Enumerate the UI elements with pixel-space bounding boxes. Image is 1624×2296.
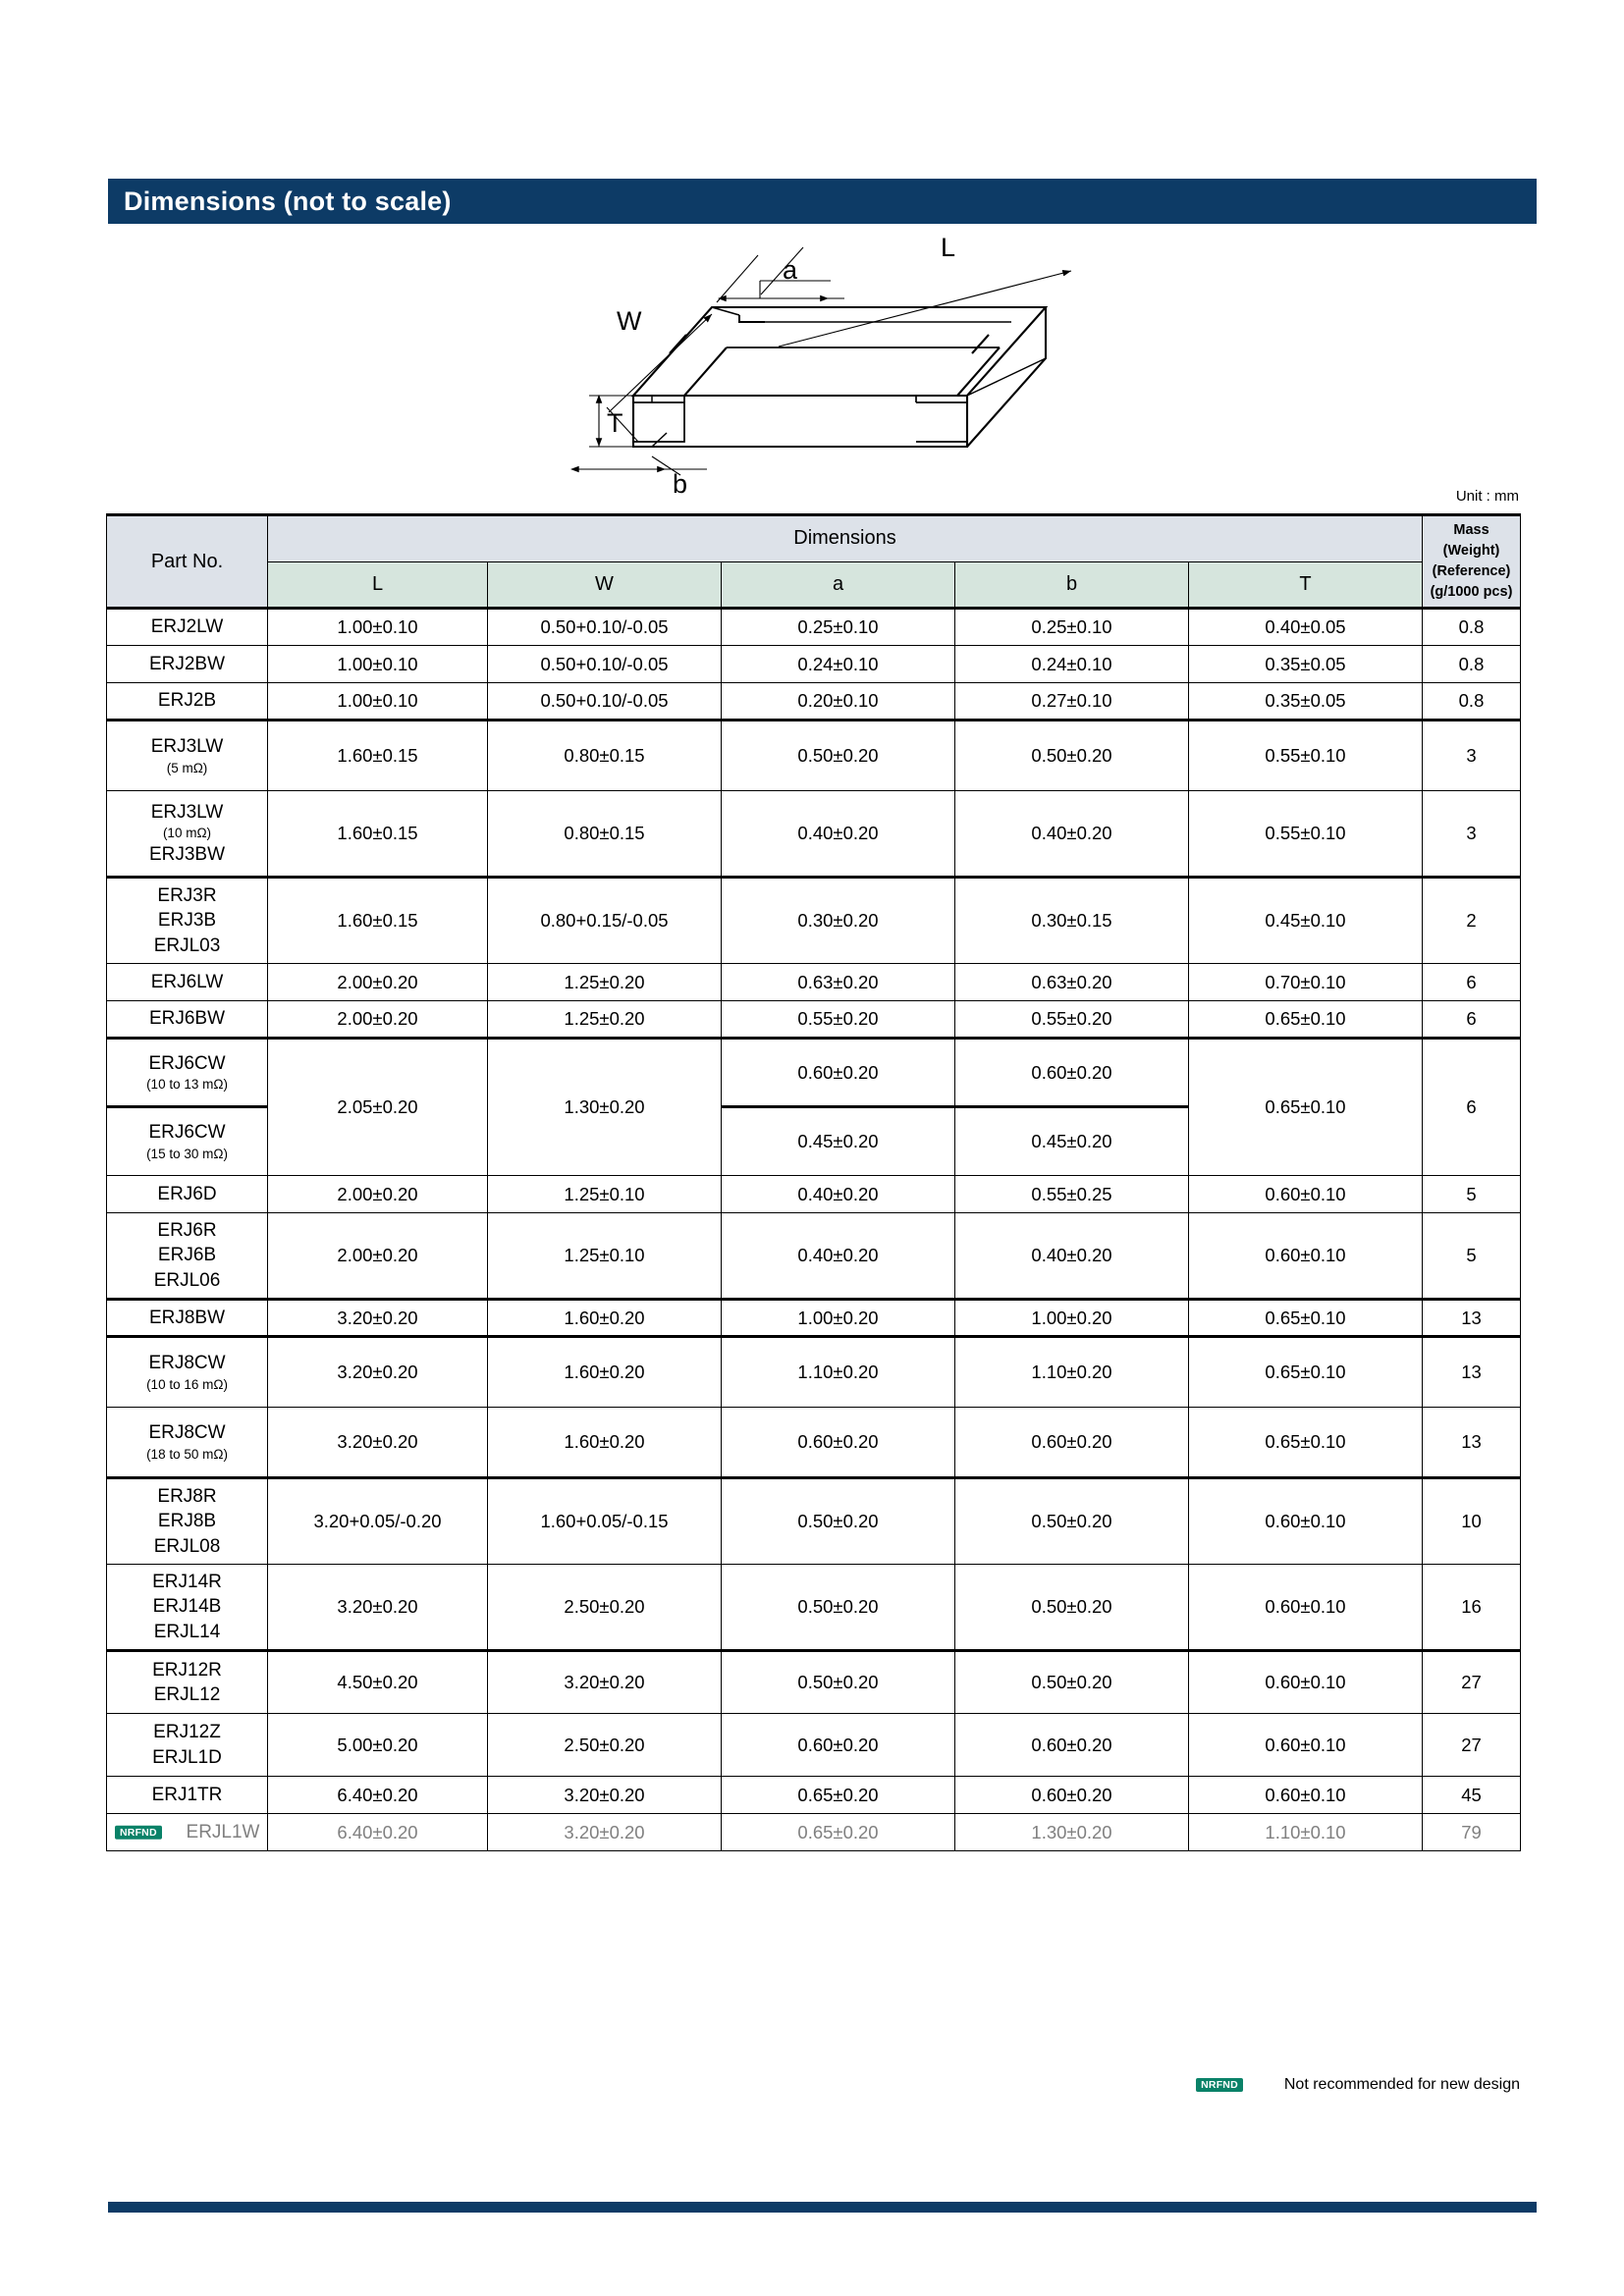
diagram-svg	[550, 224, 1100, 499]
cell-mass: 6	[1423, 1039, 1521, 1176]
cell-mass: 27	[1423, 1651, 1521, 1714]
cell-W: 0.50+0.10/-0.05	[488, 683, 722, 721]
cell-part-no	[107, 1300, 268, 1337]
cell-part-no	[107, 1337, 268, 1408]
cell-L: 3.20±0.20	[268, 1408, 488, 1478]
cell-mass: 2	[1423, 878, 1521, 964]
cell-a: 1.10±0.20	[722, 1337, 955, 1408]
part-number: ERJ3LW	[150, 801, 224, 823]
dimensions-table	[106, 513, 1521, 1851]
cell-W: 2.50±0.20	[488, 1714, 722, 1777]
cell-a: 0.30±0.20	[722, 878, 955, 964]
table-row	[107, 964, 1521, 1001]
cell-L: 1.00±0.10	[268, 609, 488, 646]
cell-b: 0.45±0.20	[955, 1107, 1189, 1176]
cell-T: 0.70±0.10	[1189, 964, 1423, 1001]
cell-mass: 3	[1423, 721, 1521, 791]
part-number: ERJL08	[153, 1535, 221, 1557]
cell-part-no	[107, 964, 268, 1001]
header-mass	[1423, 515, 1521, 609]
part-note: (18 to 50 mΩ)	[146, 1446, 228, 1462]
part-number: ERJ1TR	[151, 1784, 223, 1805]
cell-W: 1.60±0.20	[488, 1300, 722, 1337]
cell-T: 0.65±0.10	[1189, 1337, 1423, 1408]
table-head	[107, 515, 1521, 609]
part-number: ERJ3B	[157, 910, 217, 932]
cell-a: 0.40±0.20	[722, 1176, 955, 1213]
part-note: (10 to 16 mΩ)	[146, 1376, 228, 1392]
cell-W: 3.20±0.20	[488, 1814, 722, 1851]
header-col-a: a	[722, 561, 955, 609]
cell-W: 1.60+0.05/-0.15	[488, 1478, 722, 1565]
part-number: ERJ2B	[157, 690, 217, 712]
part-note: (10 mΩ)	[162, 826, 212, 841]
cell-T: 0.35±0.05	[1189, 683, 1423, 721]
cell-part-no	[107, 1777, 268, 1814]
table-row	[107, 646, 1521, 683]
cell-part-no	[107, 646, 268, 683]
cell-a: 0.20±0.10	[722, 683, 955, 721]
table-row	[107, 1176, 1521, 1213]
cell-T: 0.65±0.10	[1189, 1408, 1423, 1478]
cell-part-no	[107, 878, 268, 964]
cell-L: 2.00±0.20	[268, 1176, 488, 1213]
cell-W: 0.80±0.15	[488, 791, 722, 878]
cell-L: 2.00±0.20	[268, 1001, 488, 1039]
cell-part-no	[107, 721, 268, 791]
cell-b: 0.60±0.20	[955, 1714, 1189, 1777]
table-row	[107, 1213, 1521, 1300]
cell-T: 0.65±0.10	[1189, 1001, 1423, 1039]
header-part-no: Part No.	[107, 515, 268, 609]
part-note: (15 to 30 mΩ)	[146, 1146, 228, 1161]
cell-T: 0.55±0.10	[1189, 791, 1423, 878]
cell-b: 1.00±0.20	[955, 1300, 1189, 1337]
part-number: ERJ12Z	[153, 1722, 221, 1743]
table-row	[107, 791, 1521, 878]
cell-T: 0.60±0.10	[1189, 1478, 1423, 1565]
cell-W: 1.60±0.20	[488, 1337, 722, 1408]
part-number: ERJ6B	[157, 1245, 217, 1266]
cell-W: 1.30±0.20	[488, 1039, 722, 1176]
part-number: ERJ8R	[157, 1485, 217, 1507]
dimension-label-a: a	[783, 255, 798, 285]
cell-L: 5.00±0.20	[268, 1714, 488, 1777]
table-row	[107, 1714, 1521, 1777]
header-mass-line1: Mass (Weight)	[1442, 522, 1500, 560]
cell-part-no	[107, 1213, 268, 1300]
table-row	[107, 1337, 1521, 1408]
part-number: ERJL12	[153, 1684, 221, 1706]
cell-b: 0.27±0.10	[955, 683, 1189, 721]
part-note: (5 mΩ)	[166, 760, 208, 775]
table-row	[107, 683, 1521, 721]
footer-rule	[108, 2202, 1537, 2213]
dimension-label-L: L	[941, 233, 956, 262]
part-number: ERJ8CW	[148, 1422, 226, 1444]
table-row	[107, 609, 1521, 646]
part-number: ERJ12R	[152, 1659, 222, 1681]
cell-b: 0.50±0.20	[955, 1651, 1189, 1714]
cell-part-no	[107, 1565, 268, 1651]
part-number: ERJ14R	[152, 1571, 222, 1592]
cell-L: 1.60±0.15	[268, 791, 488, 878]
part-number: ERJL06	[153, 1269, 221, 1291]
part-number: ERJ6CW	[148, 1052, 226, 1074]
part-number: ERJ2LW	[150, 616, 224, 638]
cell-a: 1.00±0.20	[722, 1300, 955, 1337]
part-number: ERJ6D	[157, 1183, 217, 1204]
cell-T: 0.45±0.10	[1189, 878, 1423, 964]
cell-b: 1.10±0.20	[955, 1337, 1189, 1408]
cell-b: 0.63±0.20	[955, 964, 1189, 1001]
cell-a: 0.50±0.20	[722, 1478, 955, 1565]
part-number: ERJL1D	[152, 1746, 222, 1768]
cell-b: 0.50±0.20	[955, 1478, 1189, 1565]
header-dimensions: Dimensions	[268, 515, 1423, 562]
cell-W: 0.50+0.10/-0.05	[488, 609, 722, 646]
table-row	[107, 1001, 1521, 1039]
cell-L: 3.20+0.05/-0.20	[268, 1478, 488, 1565]
cell-a: 0.25±0.10	[722, 609, 955, 646]
part-number: ERJL03	[153, 934, 221, 956]
cell-part-no	[107, 683, 268, 721]
cell-W: 0.80±0.15	[488, 721, 722, 791]
cell-a: 0.55±0.20	[722, 1001, 955, 1039]
cell-b: 1.30±0.20	[955, 1814, 1189, 1851]
cell-a: 0.63±0.20	[722, 964, 955, 1001]
part-number: ERJ3LW	[150, 736, 224, 758]
cell-b: 0.25±0.10	[955, 609, 1189, 646]
part-number: ERJ8B	[157, 1511, 217, 1532]
cell-part-no	[107, 1039, 268, 1107]
cell-L: 6.40±0.20	[268, 1814, 488, 1851]
cell-a: 0.60±0.20	[722, 1039, 955, 1107]
part-number: ERJ6R	[157, 1219, 217, 1241]
cell-T: 1.10±0.10	[1189, 1814, 1423, 1851]
cell-part-no	[107, 1478, 268, 1565]
part-number: ERJ3BW	[148, 844, 226, 866]
cell-b: 0.60±0.20	[955, 1777, 1189, 1814]
cell-L: 3.20±0.20	[268, 1565, 488, 1651]
cell-L: 2.05±0.20	[268, 1039, 488, 1176]
cell-b: 0.40±0.20	[955, 791, 1189, 878]
header-row-1	[107, 515, 1521, 562]
part-number: ERJ6BW	[148, 1008, 226, 1030]
cell-T: 0.60±0.10	[1189, 1714, 1423, 1777]
cell-a: 0.45±0.20	[722, 1107, 955, 1176]
part-number: ERJ14B	[152, 1596, 222, 1618]
cell-b: 0.40±0.20	[955, 1213, 1189, 1300]
cell-W: 2.50±0.20	[488, 1565, 722, 1651]
table-row	[107, 878, 1521, 964]
table-row	[107, 1651, 1521, 1714]
part-number: ERJL1W	[186, 1821, 260, 1842]
cell-L: 2.00±0.20	[268, 964, 488, 1001]
dimensions-table-wrapper	[106, 513, 1520, 1851]
cell-b: 0.55±0.20	[955, 1001, 1189, 1039]
nrnd-footnote	[0, 2076, 1520, 2094]
cell-T: 0.60±0.10	[1189, 1565, 1423, 1651]
cell-L: 1.00±0.10	[268, 646, 488, 683]
header-mass-line3: (g/1000 pcs)	[1430, 584, 1513, 601]
section-title: Dimensions (not to scale)	[124, 186, 452, 216]
cell-b: 0.50±0.20	[955, 1565, 1189, 1651]
table-row	[107, 1039, 1521, 1107]
header-col-W: W	[488, 561, 722, 609]
cell-a: 0.60±0.20	[722, 1714, 955, 1777]
cell-part-no	[107, 1651, 268, 1714]
cell-part-no	[107, 1814, 268, 1851]
cell-T: 0.60±0.10	[1189, 1777, 1423, 1814]
part-number: ERJ8BW	[148, 1307, 226, 1328]
cell-T: 0.60±0.10	[1189, 1213, 1423, 1300]
cell-b: 0.60±0.20	[955, 1039, 1189, 1107]
cell-L: 3.20±0.20	[268, 1300, 488, 1337]
cell-mass: 5	[1423, 1213, 1521, 1300]
cell-a: 0.40±0.20	[722, 1213, 955, 1300]
cell-L: 6.40±0.20	[268, 1777, 488, 1814]
cell-part-no	[107, 791, 268, 878]
unit-note: Unit : mm	[1455, 488, 1519, 505]
chip-resistor-diagram	[550, 224, 1100, 499]
cell-T: 0.65±0.10	[1189, 1300, 1423, 1337]
header-col-b: b	[955, 561, 1189, 609]
dimension-label-W: W	[617, 306, 642, 336]
cell-T: 0.55±0.10	[1189, 721, 1423, 791]
cell-L: 1.60±0.15	[268, 721, 488, 791]
part-number: ERJ3R	[157, 884, 217, 906]
cell-mass: 5	[1423, 1176, 1521, 1213]
cell-b: 0.24±0.10	[955, 646, 1189, 683]
header-col-L: L	[268, 561, 488, 609]
cell-a: 0.65±0.20	[722, 1777, 955, 1814]
cell-mass: 13	[1423, 1337, 1521, 1408]
cell-b: 0.55±0.25	[955, 1176, 1189, 1213]
part-number: ERJ2BW	[148, 653, 226, 674]
cell-part-no	[107, 609, 268, 646]
cell-W: 0.50+0.10/-0.05	[488, 646, 722, 683]
dimension-label-b: b	[673, 469, 688, 499]
cell-W: 1.25±0.10	[488, 1176, 722, 1213]
cell-a: 0.24±0.10	[722, 646, 955, 683]
cell-W: 0.80+0.15/-0.05	[488, 878, 722, 964]
cell-a: 0.60±0.20	[722, 1408, 955, 1478]
part-number: ERJ8CW	[148, 1353, 226, 1374]
part-number: ERJ6CW	[148, 1122, 226, 1144]
table-row	[107, 1478, 1521, 1565]
cell-W: 1.25±0.20	[488, 1001, 722, 1039]
cell-part-no	[107, 1714, 268, 1777]
cell-mass: 79	[1423, 1814, 1521, 1851]
cell-part-no	[107, 1408, 268, 1478]
header-col-T: T	[1189, 561, 1423, 609]
cell-mass: 16	[1423, 1565, 1521, 1651]
cell-part-no	[107, 1107, 268, 1176]
nrnd-badge-legend: NRFND	[1196, 2078, 1243, 2093]
cell-part-no	[107, 1001, 268, 1039]
part-note: (10 to 13 mΩ)	[146, 1077, 228, 1093]
cell-mass: 6	[1423, 1001, 1521, 1039]
cell-L: 3.20±0.20	[268, 1337, 488, 1408]
cell-T: 0.60±0.10	[1189, 1176, 1423, 1213]
cell-mass: 10	[1423, 1478, 1521, 1565]
cell-b: 0.30±0.15	[955, 878, 1189, 964]
cell-mass: 0.8	[1423, 646, 1521, 683]
cell-L: 1.00±0.10	[268, 683, 488, 721]
cell-T: 0.35±0.05	[1189, 646, 1423, 683]
table-body	[107, 609, 1521, 1851]
cell-mass: 0.8	[1423, 683, 1521, 721]
cell-W: 3.20±0.20	[488, 1777, 722, 1814]
nrnd-badge: NRFND	[115, 1825, 162, 1840]
cell-T: 0.40±0.05	[1189, 609, 1423, 646]
cell-L: 2.00±0.20	[268, 1213, 488, 1300]
cell-W: 3.20±0.20	[488, 1651, 722, 1714]
cell-mass: 13	[1423, 1408, 1521, 1478]
dimension-label-T: T	[607, 408, 623, 438]
cell-W: 1.25±0.20	[488, 964, 722, 1001]
table-row	[107, 721, 1521, 791]
cell-L: 4.50±0.20	[268, 1651, 488, 1714]
cell-a: 0.65±0.20	[722, 1814, 955, 1851]
cell-T: 0.65±0.10	[1189, 1039, 1423, 1176]
cell-b: 0.50±0.20	[955, 721, 1189, 791]
table-row	[107, 1777, 1521, 1814]
cell-a: 0.50±0.20	[722, 1565, 955, 1651]
cell-W: 1.60±0.20	[488, 1408, 722, 1478]
table-row	[107, 1565, 1521, 1651]
section-header-bar	[108, 179, 1537, 224]
cell-L: 1.60±0.15	[268, 878, 488, 964]
cell-mass: 45	[1423, 1777, 1521, 1814]
cell-mass: 0.8	[1423, 609, 1521, 646]
table-row	[107, 1408, 1521, 1478]
cell-b: 0.60±0.20	[955, 1408, 1189, 1478]
header-mass-line2: (Reference)	[1432, 563, 1511, 580]
cell-W: 1.25±0.10	[488, 1213, 722, 1300]
cell-mass: 3	[1423, 791, 1521, 878]
header-row-2	[107, 561, 1521, 609]
cell-mass: 6	[1423, 964, 1521, 1001]
part-number: ERJL14	[153, 1621, 221, 1642]
table-row	[107, 1300, 1521, 1337]
cell-a: 0.40±0.20	[722, 791, 955, 878]
cell-a: 0.50±0.20	[722, 721, 955, 791]
nrnd-footnote-text: Not recommended for new design	[1283, 2076, 1520, 2093]
cell-mass: 13	[1423, 1300, 1521, 1337]
cell-a: 0.50±0.20	[722, 1651, 955, 1714]
cell-mass: 27	[1423, 1714, 1521, 1777]
cell-T: 0.60±0.10	[1189, 1651, 1423, 1714]
cell-part-no	[107, 1176, 268, 1213]
part-number: ERJ6LW	[150, 971, 224, 992]
table-row-nrnd	[107, 1814, 1521, 1851]
